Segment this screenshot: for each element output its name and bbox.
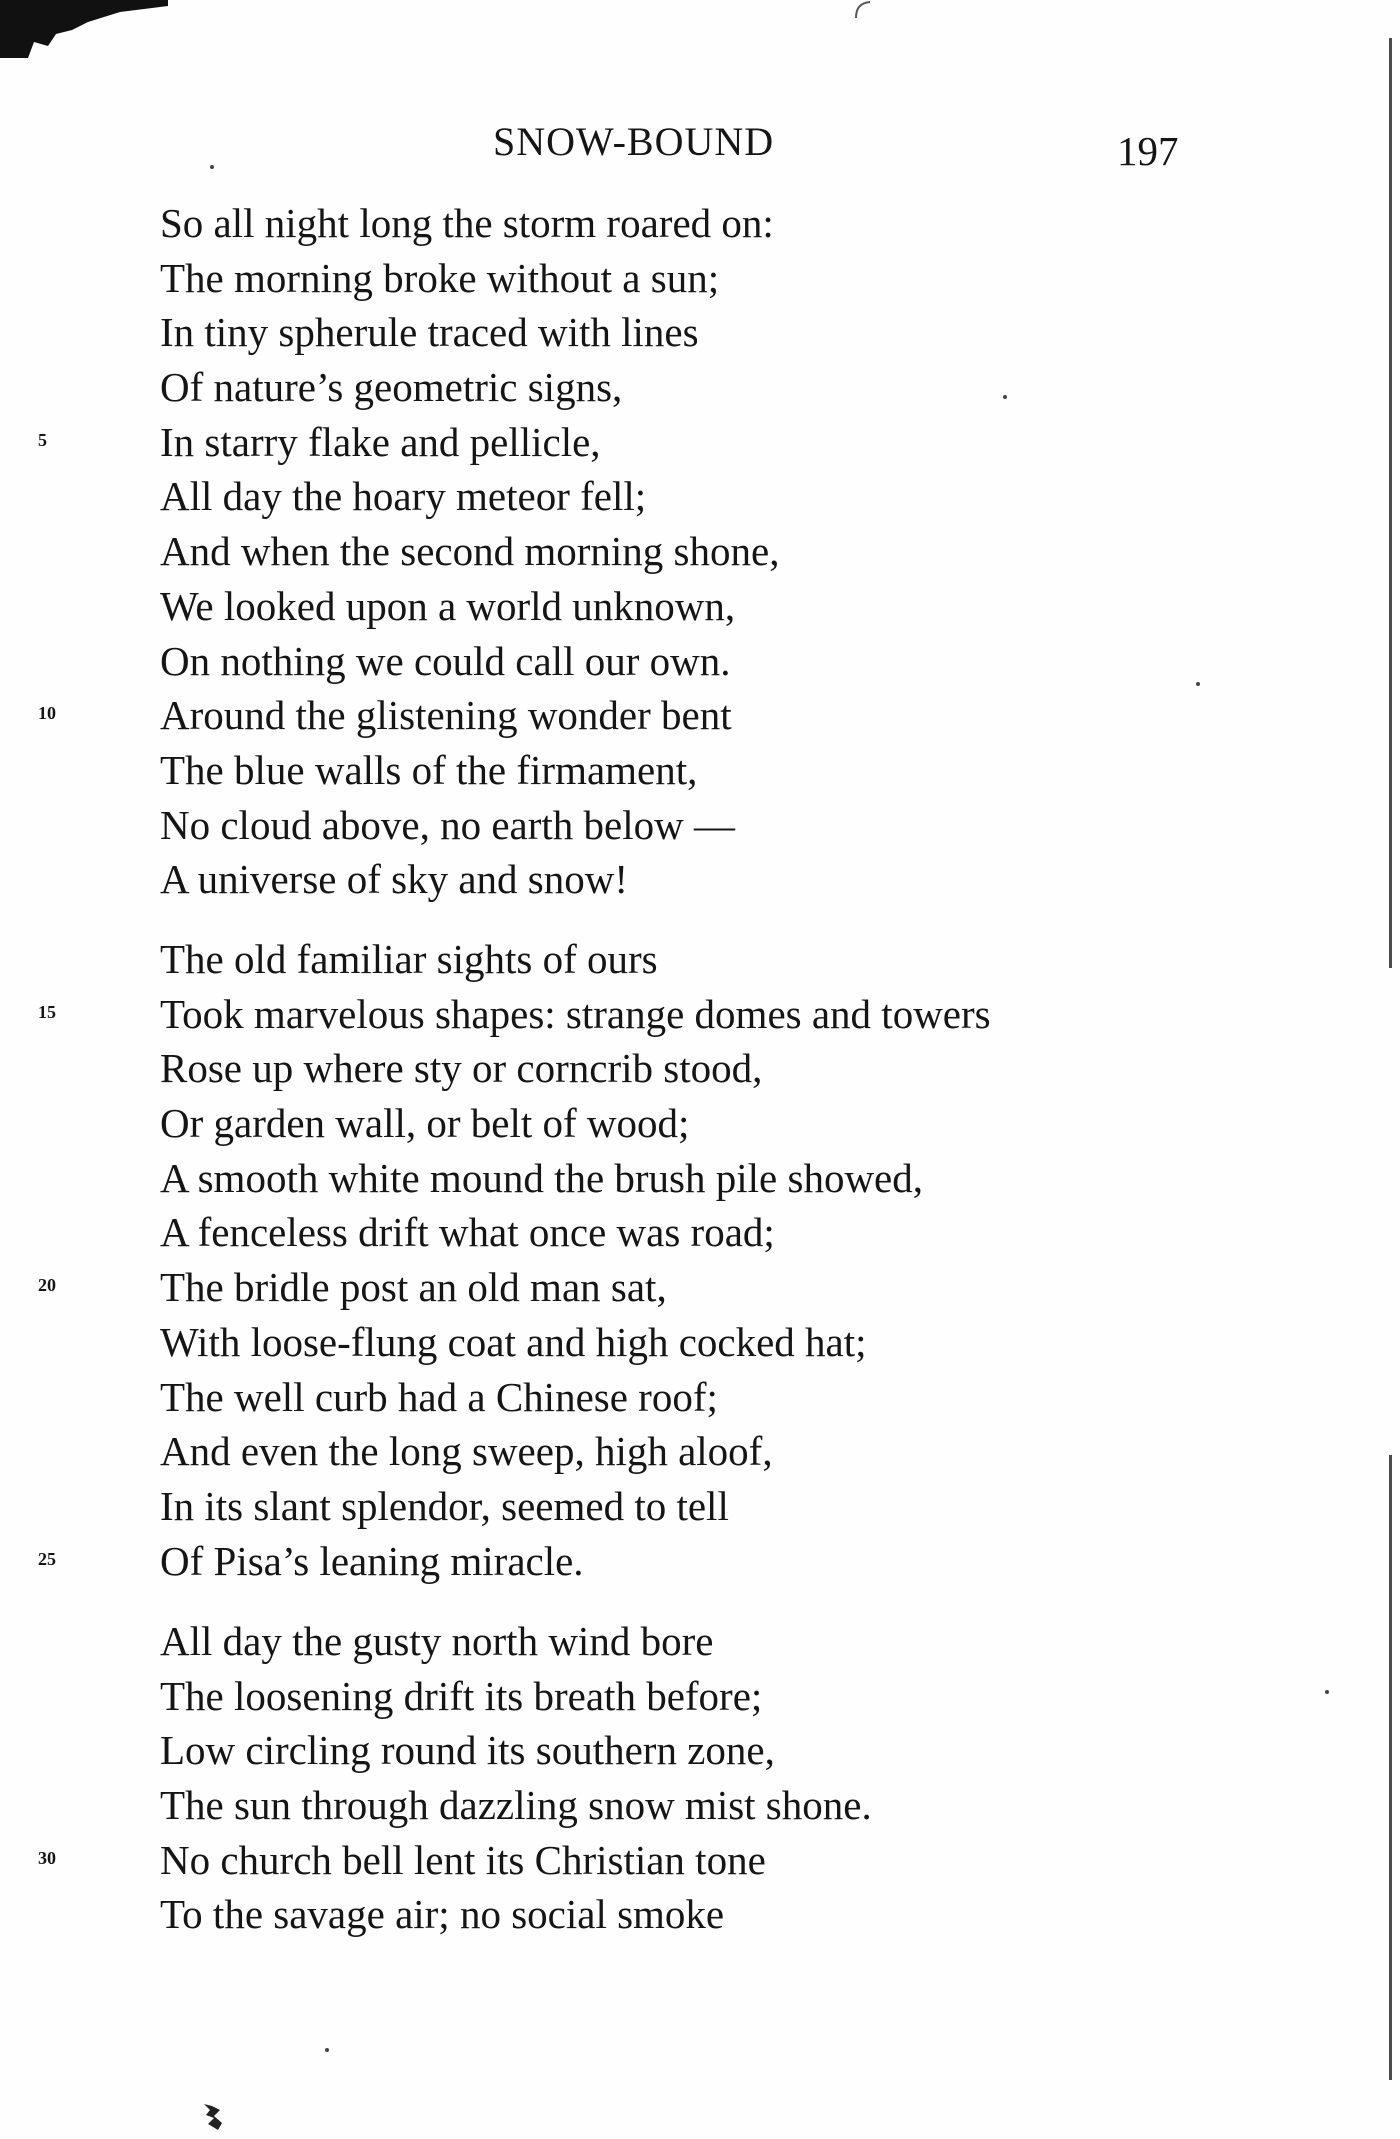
poem-line: A universe of sky and snow!	[160, 856, 629, 903]
stanza-3	[38, 1614, 1210, 1942]
line-number: 30	[38, 1847, 56, 1868]
poem-line: We looked upon a world unknown,	[160, 582, 736, 629]
poem-line: 20 The bridle post an old man sat,	[38, 1264, 667, 1311]
poem-line: Or garden wall, or belt of wood;	[160, 1100, 690, 1147]
poem-line: The well curb had a Chinese roof;	[160, 1373, 718, 1420]
poem-line: The sun through dazzling snow mist shone.	[160, 1782, 872, 1829]
poem-line: Of nature’s geometric signs,	[160, 364, 623, 411]
stanza-1	[38, 196, 1210, 907]
poem-line: And even the long sweep, high aloof,	[160, 1428, 773, 1475]
stanza-2	[38, 932, 1210, 1588]
line-number: 15	[38, 1001, 56, 1022]
poem-line: The loosening drift its breath before;	[160, 1672, 763, 1719]
poem-line: The morning broke without a sun;	[160, 254, 720, 301]
scan-edge-line	[1389, 1455, 1392, 2080]
poem-line: With loose-flung coat and high cocked hat;	[160, 1318, 867, 1365]
poem-line: 5 In starry flake and pellicle,	[38, 418, 601, 465]
poem-line: 15 Took marvelous shapes: strange domes and towers	[38, 990, 991, 1037]
poem-line: A smooth white mound the brush pile showed,	[160, 1154, 924, 1201]
poem-line: On nothing we could call our own.	[160, 637, 731, 684]
scan-speck	[325, 2048, 329, 2052]
running-head	[0, 0, 1400, 200]
poem-line: So all night long the storm roared on:	[160, 200, 774, 246]
poem-line: 25 Of Pisa’s leaning miracle.	[38, 1537, 584, 1584]
poem-line: In tiny spherule traced with lines	[160, 309, 699, 356]
scan-mark	[198, 2100, 228, 2134]
line-number: 10	[38, 703, 56, 724]
scan-speck	[1325, 1690, 1329, 1694]
poem-line: And when the second morning shone,	[160, 528, 780, 575]
poem-line: All day the gusty north wind bore	[160, 1618, 714, 1664]
poem-line: 10 Around the glistening wonder bent	[38, 692, 732, 739]
poem-line: A fenceless drift what once was road;	[160, 1209, 775, 1256]
line-number: 25	[38, 1548, 56, 1569]
poem-line: No cloud above, no earth below —	[160, 801, 735, 848]
poem-line: The old familiar sights of ours	[160, 936, 658, 982]
poem-line: Low circling round its southern zone,	[160, 1727, 775, 1774]
line-number: 20	[38, 1275, 56, 1296]
poem-line: In its slant splendor, seemed to tell	[160, 1482, 729, 1529]
line-number: 5	[38, 429, 47, 450]
page-title: SNOW-BOUND	[493, 119, 775, 164]
poem-line: All day the hoary meteor fell;	[160, 473, 647, 520]
poem-line: Rose up where sty or corncrib stood,	[160, 1045, 763, 1092]
poem-line: 30 No church bell lent its Christian tone	[38, 1836, 766, 1883]
poem-line: The blue walls of the firmament,	[160, 746, 698, 793]
page-number: 197	[1117, 128, 1179, 174]
poem-line: To the savage air; no social smoke	[160, 1891, 725, 1938]
